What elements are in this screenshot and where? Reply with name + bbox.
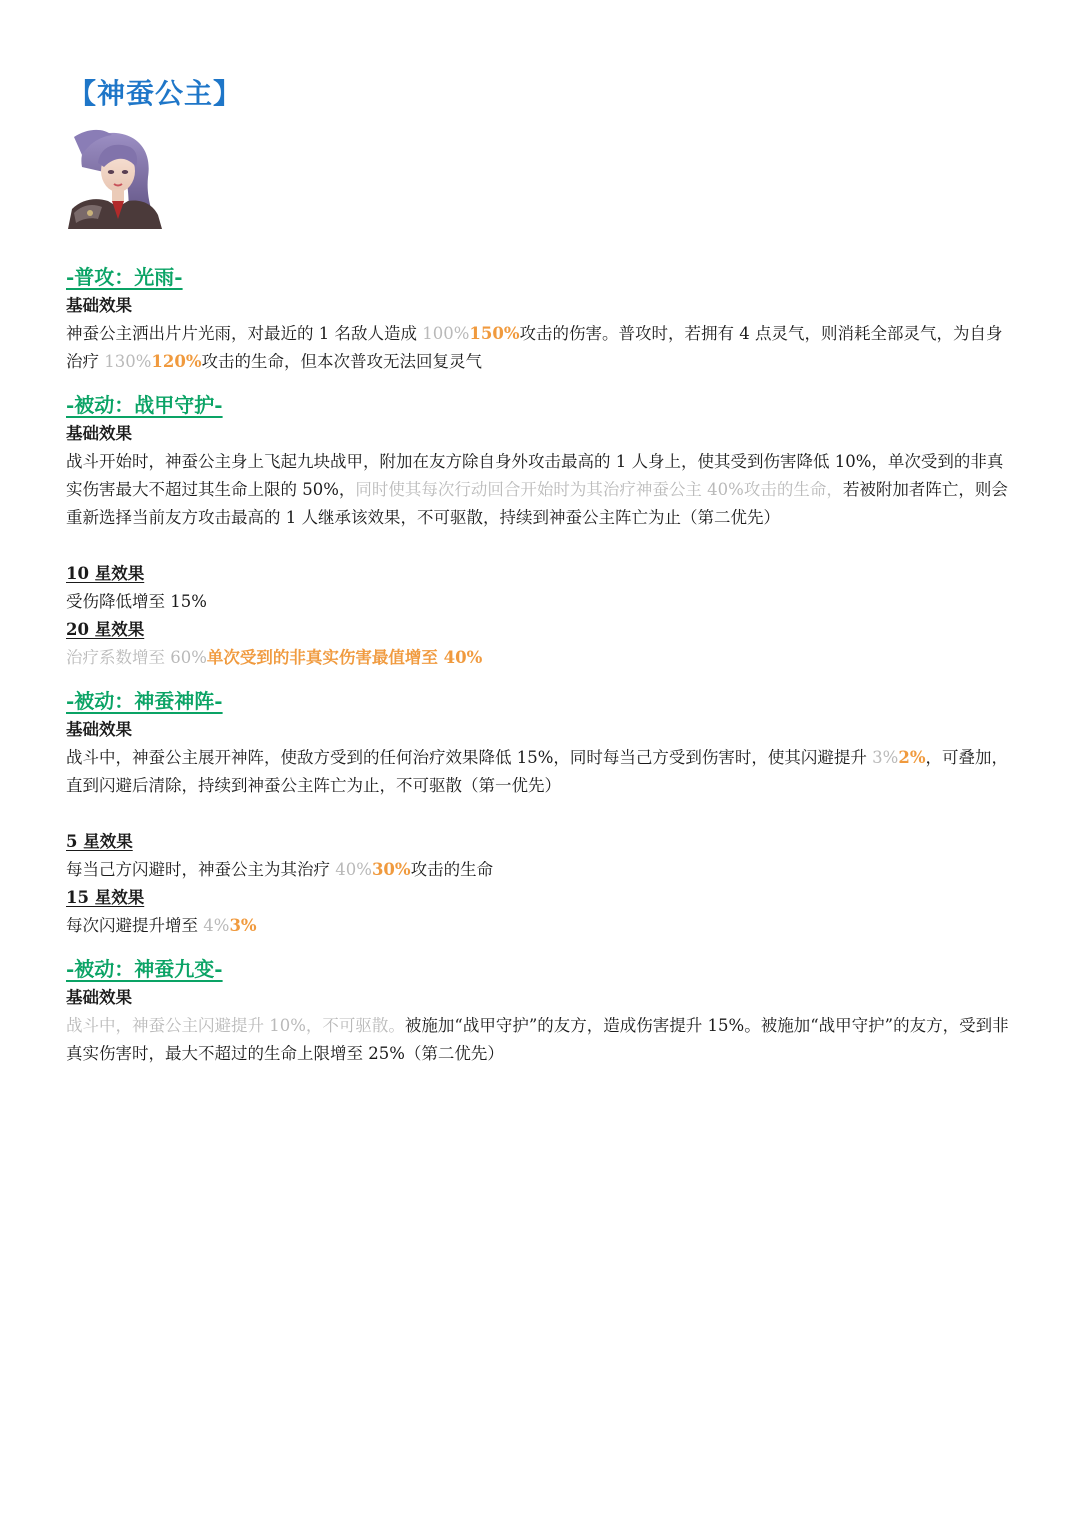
- text-run: 战斗中，神蚕公主展开神阵，使敌方受到的任何治疗效果降低 15%，同时每当己方受到伤害时，使其闪避提升: [66, 748, 873, 767]
- text-run: 每当己方闪避时，神蚕公主为其治疗: [66, 860, 336, 879]
- old-value: 战斗中，神蚕公主闪避提升 10%，不可驱散。: [66, 1016, 405, 1035]
- star-effect-label: 15 星效果: [66, 888, 145, 907]
- star-effect-text: [66, 912, 1016, 940]
- new-value: 2%: [898, 748, 926, 767]
- text-run: ，可叠加，直到闪避后清除，持续到神蚕公主阵亡为止，不可驱散（第一优先）: [66, 748, 1009, 795]
- skill-title: -普攻：光雨-: [66, 265, 183, 289]
- skill-nine-transformations: [66, 954, 1016, 1068]
- old-value: 3%: [872, 748, 899, 767]
- new-value: 3%: [229, 916, 257, 935]
- old-value: 100%: [422, 324, 470, 343]
- skill-title: -被动：神蚕神阵-: [66, 689, 223, 713]
- base-effect-label: 基础效果: [66, 988, 132, 1007]
- text-run: 若被附加者阵亡，则会重新选择当前友方攻击最高的 1 人继承该效果，不可驱散，持续到神蚕公主阵亡为止（第二优先）: [66, 480, 1008, 527]
- text-run: 神蚕公主洒出片片光雨，对最近的 1 名敌人造成: [66, 324, 423, 343]
- text-run: 每次闪避提升增至: [66, 916, 204, 935]
- old-value: 130%: [104, 352, 152, 371]
- new-value: 120%: [151, 352, 202, 371]
- hero-portrait: [68, 127, 162, 229]
- base-effect-text: [66, 1012, 1016, 1068]
- star-effect-label: 5 星效果: [66, 832, 133, 851]
- base-effect-text: [66, 448, 1016, 532]
- base-effect-text: [66, 320, 1016, 376]
- base-effect-label: 基础效果: [66, 720, 132, 739]
- old-value: 同时使其每次行动回合开始时为其治疗神蚕公主 40%攻击的生命，: [355, 480, 843, 499]
- text-run: 攻击的伤害。普攻时，若拥有 4 点灵气，则消耗全部灵气，为自身治疗: [66, 324, 1003, 371]
- star-effect-text: [66, 856, 1016, 884]
- text-run: 战斗开始时，神蚕公主身上飞起九块战甲，附加在友方除自身外攻击最高的 1 人身上，使其受到伤害降低 10%，单次受到的非真实伤害最大不超过其生命上限的 50%，: [66, 452, 1004, 499]
- old-value: 40%: [335, 860, 372, 879]
- text-run: 攻击的生命: [410, 860, 494, 879]
- new-value: 150%: [469, 324, 520, 343]
- star-effect-text: [66, 588, 1016, 616]
- text-run: 攻击的生命，但本次普攻无法回复灵气: [201, 352, 483, 371]
- new-value: 30%: [371, 860, 411, 879]
- skill-armor-guard: [66, 390, 1016, 672]
- base-effect-label: 基础效果: [66, 424, 132, 443]
- old-value: 4%: [203, 916, 230, 935]
- skill-title: -被动：战甲守护-: [66, 393, 223, 417]
- skill-list: [66, 262, 1016, 1068]
- skill-silkworm-formation: [66, 686, 1016, 940]
- base-effect-text: [66, 744, 1016, 800]
- page-title: 【神蚕公主】: [68, 77, 243, 110]
- star-effect-label: 10 星效果: [66, 564, 145, 583]
- skill-title: -被动：神蚕九变-: [66, 957, 223, 981]
- star-effect-text: [66, 644, 1016, 672]
- text-run: 受伤降低增至 15%: [66, 592, 207, 611]
- skill-normal-attack: [66, 262, 1016, 376]
- hero-portrait-illustration: [68, 127, 162, 229]
- old-value: 治疗系数增至 60%: [66, 648, 207, 667]
- base-effect-label: 基础效果: [66, 296, 132, 315]
- new-value: 单次受到的非真实伤害最值增至 40%: [206, 648, 483, 667]
- star-effect-label: 20 星效果: [66, 620, 145, 639]
- text-run: 被施加“战甲守护”的友方，造成伤害提升 15%。被施加“战甲守护”的友方，受到非真实伤害时，最大不超过的生命上限增至 25%（第二优先）: [66, 1016, 1009, 1063]
